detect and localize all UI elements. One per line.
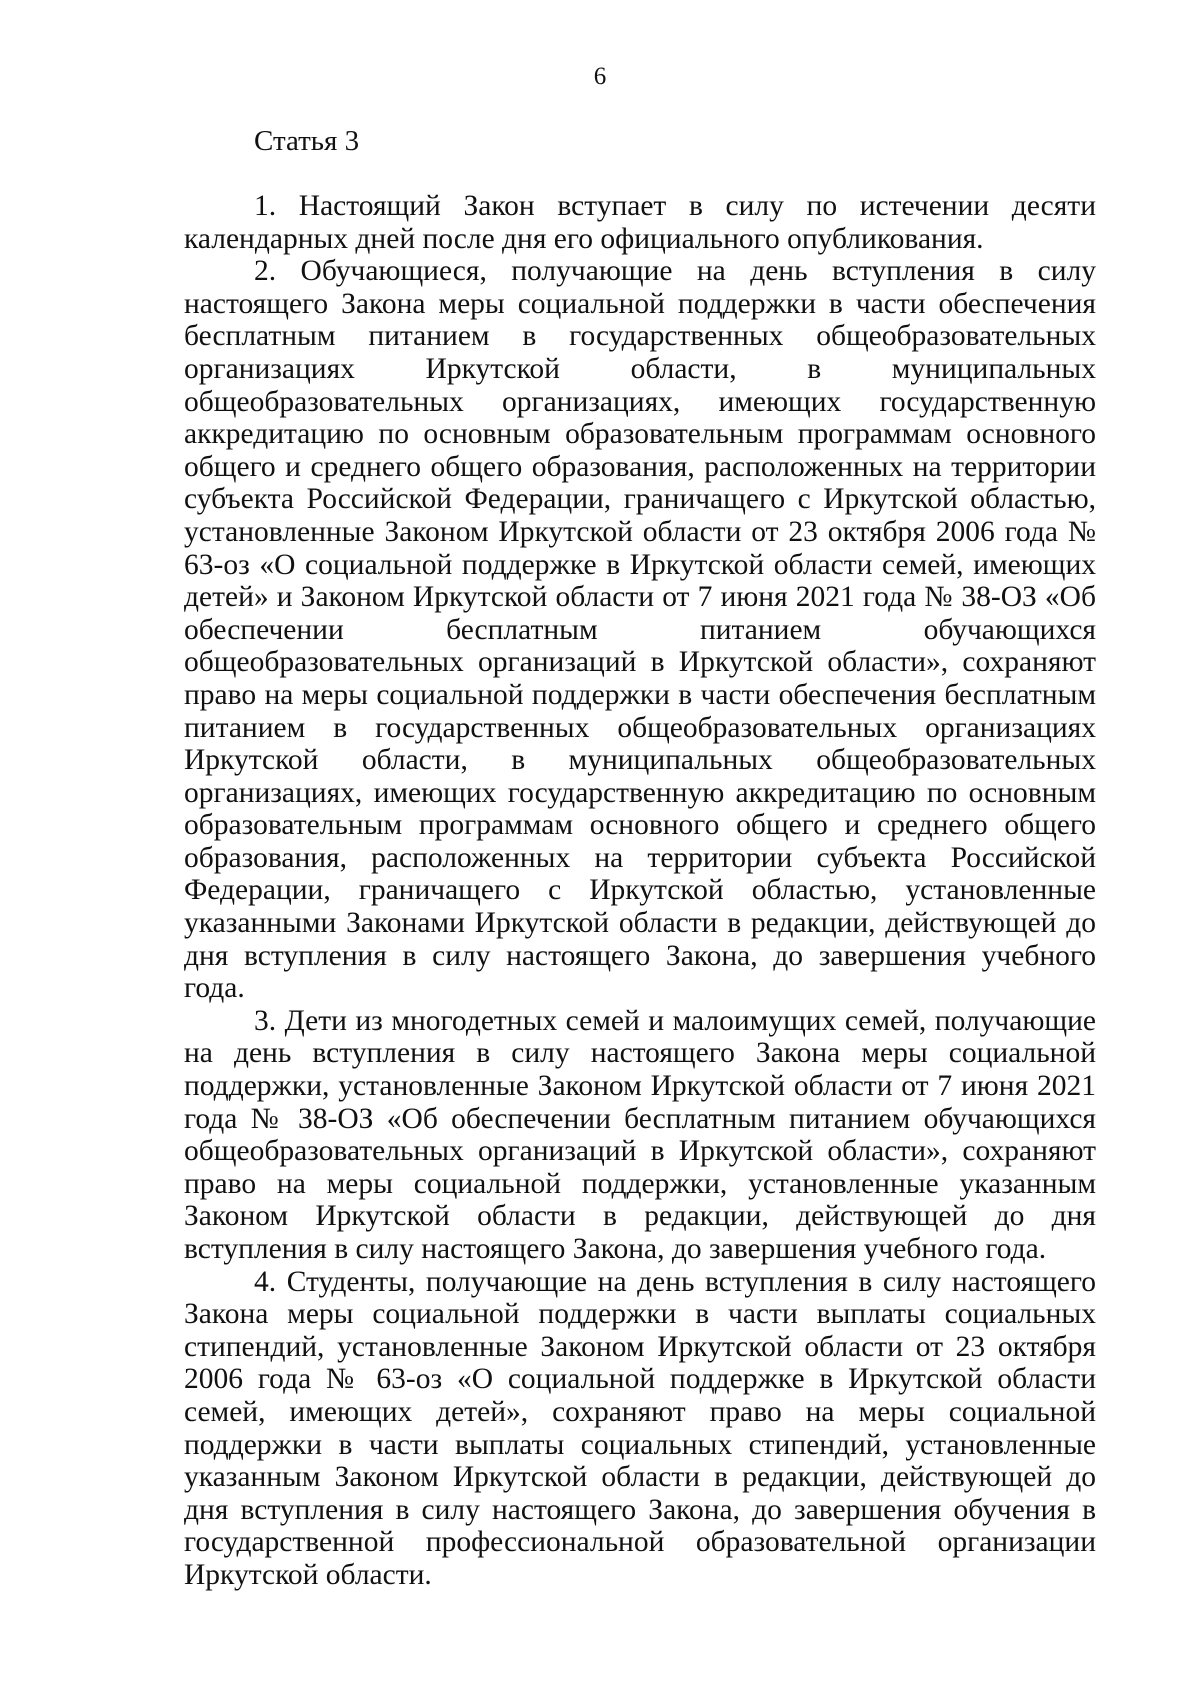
- paragraph-2: 2. Обучающиеся, получающие на день вступления в силу настоящего Закона меры социальной поддержки в части обеспечения бесплатным питанием в государственных общеобразовательных организациях Иркутской области, в муниципальных общеобразовательных организациях, имеющих государственную аккредитацию по основным образовательным программам основного общего и среднего общего образования, расположенных на территории субъекта Российской Федерации, граничащего с Иркутской областью, установленные Законом Иркутской области от 23 октября 2006 года № 63-оз «О социальной поддержке в Иркутской области семей, имеющих детей» и Законом Иркутской области от 7 июня 2021 года № 38-ОЗ «Об обеспечении бесплатным питанием обучающихся общеобразовательных организаций в Иркутской области», сохраняют право на меры социальной поддержки в части обеспечения бесплатным питанием в государственных общеобразовательных организациях Иркутской области, в муниципальных общеобразовательных организациях, имеющих государственную аккредитацию по основным образовательным программам основного общего и среднего общего образования, расположенных на территории субъекта Российской Федерации, граничащего с Иркутской областью, установленные указанными Законами Иркутской области в редакции, действующей до дня вступления в силу настоящего Закона, до завершения учебного года.: [184, 255, 1096, 1005]
- paragraph-4: 4. Студенты, получающие на день вступления в силу настоящего Закона меры социальной поддержки в части выплаты социальных стипендий, установленные Законом Иркутской области от 23 октября 2006 года № 63-оз «О социальной поддержке в Иркутской области семей, имеющих детей», сохраняют право на меры социальной поддержки в части выплаты социальных стипендий, установленные указанным Законом Иркутской области в редакции, действующей до дня вступления в силу настоящего Закона, до завершения обучения в государственной профессиональной образовательной организации Иркутской области.: [184, 1265, 1096, 1591]
- article-body: [184, 190, 1096, 1592]
- article-title: Статья 3: [254, 125, 360, 157]
- paragraph-3: 3. Дети из многодетных семей и малоимущих семей, получающие на день вступления в силу настоящего Закона меры социальной поддержки, установленные Законом Иркутской области от 7 июня 2021 года № 38-ОЗ «Об обеспечении бесплатным питанием обучающихся общеобразовательных организаций в Иркутской области», сохраняют право на меры социальной поддержки, установленные указанным Законом Иркутской области в редакции, действующей до дня вступления в силу настоящего Закона, до завершения учебного года.: [184, 1004, 1096, 1265]
- page-number: 6: [593, 63, 607, 90]
- paragraph-1: 1. Настоящий Закон вступает в силу по истечении десяти календарных дней после дня его официального опубликования.: [184, 190, 1096, 255]
